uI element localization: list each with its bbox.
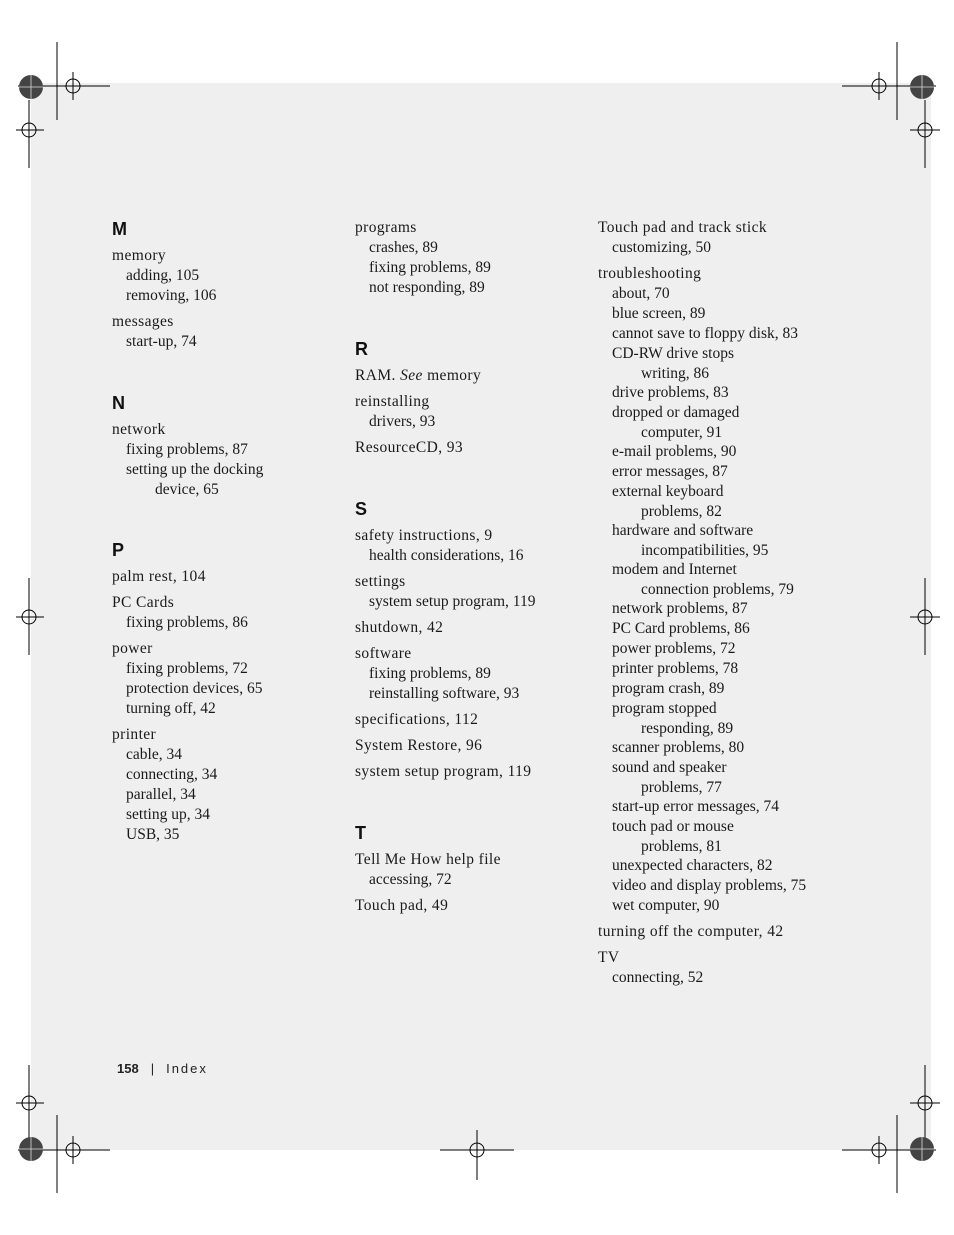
sub-entry: reinstalling software, 93	[369, 685, 520, 702]
sub-entry-continuation: incompatibilities, 95	[641, 542, 769, 559]
sub-entry: fixing problems, 86	[126, 614, 248, 631]
sub-entry: parallel, 34	[126, 786, 196, 803]
index-column-2	[355, 218, 585, 922]
sub-entry: USB, 35	[126, 826, 180, 843]
sub-entry: removing, 106	[126, 287, 217, 304]
sub-entry-continuation: computer, 91	[641, 424, 723, 441]
sub-entry-continuation: problems, 82	[641, 503, 722, 520]
index-entry	[355, 762, 585, 782]
page-footer	[117, 1061, 208, 1076]
index-entry	[598, 948, 858, 988]
entry-heading: Tell Me How help file	[355, 851, 501, 868]
index-entry	[598, 922, 858, 942]
sub-entry: e-mail problems, 90	[612, 443, 737, 460]
index-column-3	[598, 218, 858, 994]
index-entry	[112, 420, 342, 499]
index-entry	[112, 593, 342, 633]
index-entry	[355, 392, 585, 432]
sub-entry: program stopped	[612, 700, 717, 717]
index-entry	[112, 567, 342, 587]
sub-entry: not responding, 89	[369, 279, 485, 296]
index-entry	[355, 736, 585, 756]
sub-entry-continuation: problems, 77	[641, 779, 722, 796]
sub-entry: CD-RW drive stops	[612, 345, 734, 362]
footer-section: Index	[166, 1061, 208, 1076]
sub-entry: error messages, 87	[612, 463, 728, 480]
sub-entry: protection devices, 65	[126, 680, 263, 697]
entry-heading: software	[355, 645, 412, 662]
index-entry	[355, 366, 585, 386]
entry-heading: reinstalling	[355, 393, 430, 410]
entry-heading: Touch pad and track stick	[598, 219, 768, 236]
sub-entry: touch pad or mouse	[612, 818, 734, 835]
sub-entry-continuation: connection problems, 79	[641, 581, 794, 598]
sub-entry: printer problems, 78	[612, 660, 739, 677]
section-letter: R	[355, 339, 368, 359]
entry-heading	[355, 366, 585, 386]
sub-entry: setting up the docking	[126, 461, 264, 478]
sub-entry: cable, 34	[126, 746, 182, 763]
entry-heading: power	[112, 640, 153, 657]
sub-entry: start-up, 74	[126, 333, 197, 350]
index-entry	[112, 639, 342, 719]
sub-entry: health considerations, 16	[369, 547, 524, 564]
entry-heading: turning off the computer, 42	[598, 923, 784, 940]
entry-heading: shutdown, 42	[355, 619, 444, 636]
index-entry	[355, 218, 585, 298]
sub-entry: crashes, 89	[369, 239, 438, 256]
entry-heading: troubleshooting	[598, 265, 702, 282]
entry-heading: palm rest, 104	[112, 568, 206, 585]
entry-heading: Touch pad, 49	[355, 897, 449, 914]
sub-entry: network problems, 87	[612, 600, 748, 617]
page-number: 158	[117, 1061, 139, 1076]
sub-entry: connecting, 52	[612, 969, 704, 986]
sub-entry: PC Card problems, 86	[612, 620, 750, 637]
index-entry	[112, 725, 342, 845]
sub-entry: program crash, 89	[612, 680, 725, 697]
index-entry	[598, 264, 858, 916]
sub-entry-continuation: writing, 86	[641, 365, 710, 382]
index-entry	[355, 644, 585, 704]
sub-entry: system setup program, 119	[369, 593, 536, 610]
section-letter: N	[112, 393, 125, 413]
sub-entry: blue screen, 89	[612, 305, 706, 322]
section-letter: S	[355, 499, 368, 519]
sub-entry: external keyboard	[612, 483, 724, 500]
section-gap	[112, 505, 342, 539]
sub-entry: fixing problems, 72	[126, 660, 248, 677]
section-gap	[355, 464, 585, 498]
entry-heading: System Restore, 96	[355, 737, 483, 754]
sub-entry: adding, 105	[126, 267, 200, 284]
sub-entry: drive problems, 83	[612, 384, 729, 401]
index-entry	[355, 526, 585, 566]
sub-entry: fixing problems, 89	[369, 259, 491, 276]
see-target: memory	[427, 367, 482, 384]
sub-entry: customizing, 50	[612, 239, 712, 256]
index-entry	[355, 896, 585, 916]
entry-heading: TV	[598, 949, 620, 966]
sub-entry: connecting, 34	[126, 766, 218, 783]
index-entry	[112, 246, 342, 306]
index-entry	[355, 438, 585, 458]
sub-entry-continuation: device, 65	[155, 481, 219, 498]
sub-entry: start-up error messages, 74	[612, 798, 780, 815]
heading-text: RAM.	[355, 367, 396, 384]
index-column-1	[112, 218, 342, 851]
sub-entry: cannot save to floppy disk, 83	[612, 325, 798, 342]
sub-entry: setting up, 34	[126, 806, 210, 823]
sub-entry-continuation: problems, 81	[641, 838, 722, 855]
section-gap	[355, 788, 585, 822]
entry-heading: specifications, 112	[355, 711, 479, 728]
entry-heading: system setup program, 119	[355, 763, 532, 780]
index-entry	[355, 710, 585, 730]
see-reference: See	[400, 367, 423, 384]
section-gap	[355, 304, 585, 338]
sub-entry: fixing problems, 89	[369, 665, 491, 682]
sub-entry: accessing, 72	[369, 871, 452, 888]
sub-entry: unexpected characters, 82	[612, 857, 773, 874]
entry-heading: PC Cards	[112, 594, 175, 611]
sub-entry: turning off, 42	[126, 700, 216, 717]
index-entry	[598, 218, 858, 258]
sub-entry: sound and speaker	[612, 759, 727, 776]
section-letter: T	[355, 823, 366, 843]
sub-entry: dropped or damaged	[612, 404, 740, 421]
entry-heading: settings	[355, 573, 406, 590]
sub-entry: power problems, 72	[612, 640, 736, 657]
index-entry	[355, 572, 585, 612]
section-letter: M	[112, 219, 127, 239]
sub-entry: fixing problems, 87	[126, 441, 248, 458]
index-entry	[355, 618, 585, 638]
entry-heading: memory	[112, 247, 167, 264]
section-gap	[112, 358, 342, 392]
sub-entry: video and display problems, 75	[612, 877, 807, 894]
index-entry	[112, 312, 342, 352]
entry-heading: safety instructions, 9	[355, 527, 493, 544]
entry-heading: messages	[112, 313, 174, 330]
entry-heading: network	[112, 421, 166, 438]
sub-entry: drivers, 93	[369, 413, 436, 430]
entry-heading: ResourceCD, 93	[355, 439, 464, 456]
index-entry	[355, 850, 585, 890]
footer-separator: |	[150, 1061, 155, 1076]
sub-entry: modem and Internet	[612, 561, 737, 578]
sub-entry: about, 70	[612, 285, 670, 302]
sub-entry: wet computer, 90	[612, 897, 720, 914]
sub-entry: hardware and software	[612, 522, 754, 539]
entry-heading: programs	[355, 219, 417, 236]
entry-heading: printer	[112, 726, 157, 743]
sub-entry: scanner problems, 80	[612, 739, 745, 756]
section-letter: P	[112, 540, 125, 560]
sub-entry-continuation: responding, 89	[641, 720, 734, 737]
